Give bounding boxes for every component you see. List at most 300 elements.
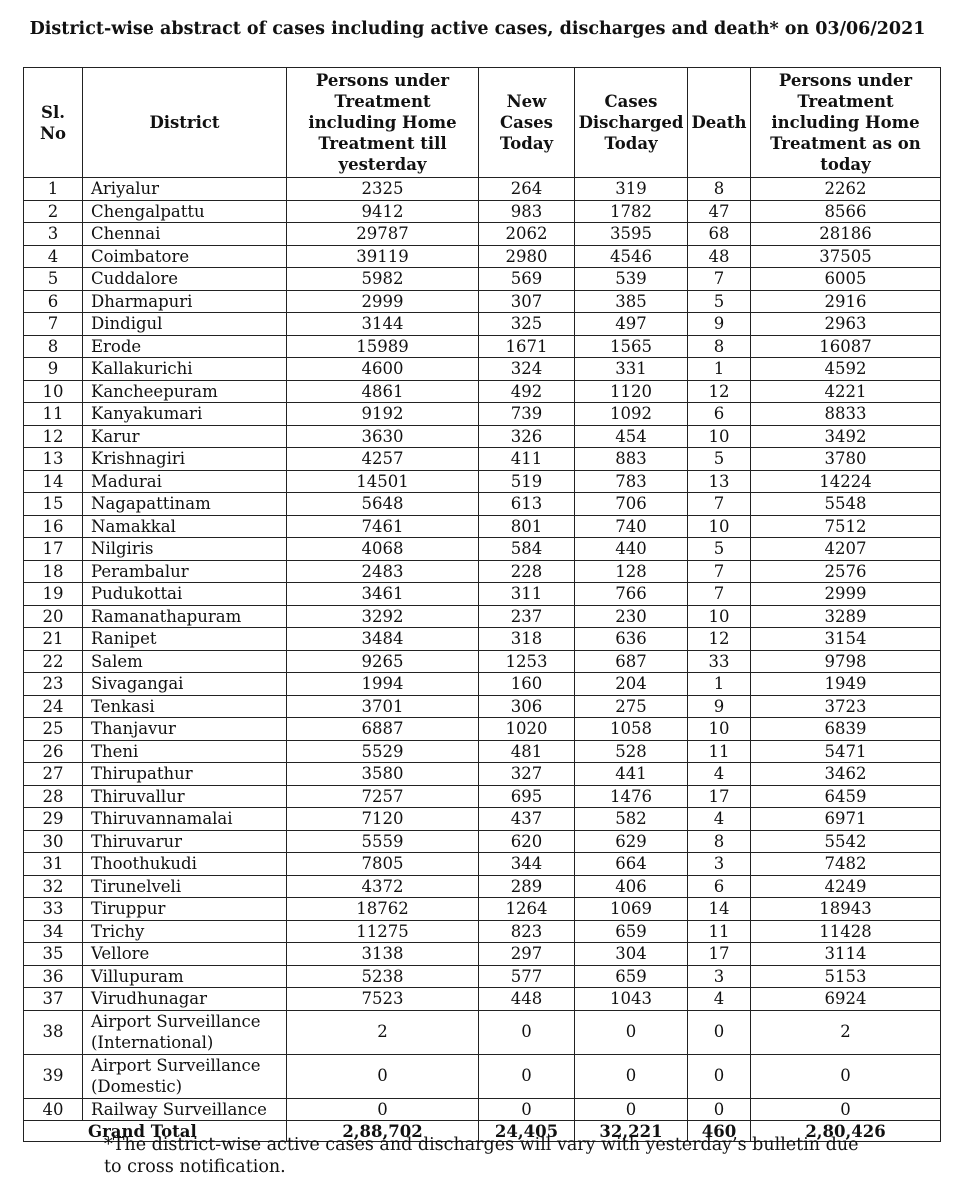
cell-sl-no: 20 [24,605,83,628]
cell-new-cases: 492 [479,380,575,403]
cell-discharged: 528 [575,740,688,763]
cell-sl-no: 31 [24,853,83,876]
cell-under-treatment-today: 3492 [751,425,941,448]
cell-under-treatment-yesterday: 2325 [287,178,479,201]
cell-under-treatment-yesterday: 14501 [287,470,479,493]
cell-under-treatment-yesterday: 5559 [287,830,479,853]
cell-new-cases: 0 [479,1098,575,1121]
cell-discharged: 0 [575,1054,688,1098]
cell-district: Airport Surveillance (International) [83,1010,287,1054]
cell-death: 1 [688,358,751,381]
cell-new-cases: 264 [479,178,575,201]
cell-under-treatment-today: 1949 [751,673,941,696]
table-row [24,695,941,718]
cell-under-treatment-yesterday: 7523 [287,988,479,1011]
cell-under-treatment-yesterday: 3138 [287,943,479,966]
cell-under-treatment-today: 9798 [751,650,941,673]
cell-new-cases: 569 [479,268,575,291]
cell-death: 6 [688,875,751,898]
cell-district: Thiruvannamalai [83,808,287,831]
table-row [24,178,941,201]
cell-district: Theni [83,740,287,763]
table-row [24,943,941,966]
cell-district: Kallakurichi [83,358,287,381]
table-row [24,898,941,921]
table-row [24,335,941,358]
cell-sl-no: 21 [24,628,83,651]
table-row [24,313,941,336]
cell-district: Vellore [83,943,287,966]
cell-sl-no: 13 [24,448,83,471]
table-row [24,650,941,673]
cell-under-treatment-yesterday: 3630 [287,425,479,448]
cell-sl-no: 37 [24,988,83,1011]
cell-under-treatment-yesterday: 1994 [287,673,479,696]
cell-under-treatment-yesterday: 39119 [287,245,479,268]
cell-district: Coimbatore [83,245,287,268]
cell-discharged: 687 [575,650,688,673]
cell-under-treatment-today: 7482 [751,853,941,876]
cell-sl-no: 8 [24,335,83,358]
table-row [24,988,941,1011]
cell-discharged: 1120 [575,380,688,403]
cell-under-treatment-yesterday: 3461 [287,583,479,606]
cell-district: Karur [83,425,287,448]
cell-death: 4 [688,808,751,831]
cell-under-treatment-today: 6839 [751,718,941,741]
cell-death: 8 [688,335,751,358]
table-row [24,875,941,898]
cell-under-treatment-yesterday: 6887 [287,718,479,741]
cell-new-cases: 324 [479,358,575,381]
cell-new-cases: 577 [479,965,575,988]
cell-new-cases: 327 [479,763,575,786]
cell-new-cases: 297 [479,943,575,966]
cell-under-treatment-today: 2963 [751,313,941,336]
cell-under-treatment-today: 2262 [751,178,941,201]
cell-sl-no: 28 [24,785,83,808]
cell-discharged: 128 [575,560,688,583]
cell-district: Krishnagiri [83,448,287,471]
footnote: *The district-wise active cases and discharges will vary with yesterday’s bulletin due to cross notification. [104,1135,859,1177]
cell-sl-no: 25 [24,718,83,741]
cell-new-cases: 481 [479,740,575,763]
cell-death: 5 [688,290,751,313]
cell-under-treatment-yesterday: 4372 [287,875,479,898]
district-abstract-table [23,67,941,1142]
header-death: Death [688,68,751,178]
cell-death: 10 [688,605,751,628]
cell-district: Kancheepuram [83,380,287,403]
table-row [24,583,941,606]
cell-district: Pudukottai [83,583,287,606]
cell-discharged: 1092 [575,403,688,426]
cell-discharged: 783 [575,470,688,493]
table-row [24,673,941,696]
cell-discharged: 0 [575,1098,688,1121]
cell-new-cases: 613 [479,493,575,516]
total-today: 2,80,426 [751,1121,941,1142]
cell-discharged: 1476 [575,785,688,808]
cell-new-cases: 584 [479,538,575,561]
cell-under-treatment-today: 4249 [751,875,941,898]
cell-under-treatment-yesterday: 0 [287,1054,479,1098]
table-row [24,965,941,988]
table-row [24,1054,941,1098]
table-row [24,425,941,448]
cell-under-treatment-yesterday: 7461 [287,515,479,538]
table-row [24,1098,941,1121]
cell-death: 7 [688,493,751,516]
cell-new-cases: 228 [479,560,575,583]
cell-under-treatment-today: 28186 [751,223,941,246]
cell-new-cases: 0 [479,1010,575,1054]
table-row [24,245,941,268]
cell-sl-no: 35 [24,943,83,966]
cell-sl-no: 14 [24,470,83,493]
cell-new-cases: 519 [479,470,575,493]
cell-death: 0 [688,1054,751,1098]
cell-death: 13 [688,470,751,493]
cell-death: 10 [688,425,751,448]
cell-death: 4 [688,763,751,786]
cell-district: Nagapattinam [83,493,287,516]
cell-death: 7 [688,583,751,606]
cell-under-treatment-yesterday: 3580 [287,763,479,786]
cell-sl-no: 27 [24,763,83,786]
cell-discharged: 454 [575,425,688,448]
cell-new-cases: 0 [479,1054,575,1098]
cell-discharged: 740 [575,515,688,538]
cell-under-treatment-yesterday: 7257 [287,785,479,808]
cell-district: Airport Surveillance (Domestic) [83,1054,287,1098]
total-new-cases: 24,405 [479,1121,575,1142]
cell-district: Virudhunagar [83,988,287,1011]
cell-under-treatment-today: 0 [751,1054,941,1098]
cell-discharged: 766 [575,583,688,606]
cell-sl-no: 19 [24,583,83,606]
cell-discharged: 1043 [575,988,688,1011]
cell-under-treatment-yesterday: 2483 [287,560,479,583]
cell-new-cases: 1253 [479,650,575,673]
cell-new-cases: 344 [479,853,575,876]
cell-under-treatment-yesterday: 0 [287,1098,479,1121]
cell-death: 48 [688,245,751,268]
report-title: District-wise abstract of cases including active cases, discharges and death* on 03/06/2021 [29,19,926,39]
cell-death: 4 [688,988,751,1011]
cell-death: 14 [688,898,751,921]
cell-district: Tiruppur [83,898,287,921]
cell-under-treatment-yesterday: 9265 [287,650,479,673]
cell-new-cases: 237 [479,605,575,628]
cell-death: 17 [688,785,751,808]
cell-death: 3 [688,853,751,876]
cell-under-treatment-yesterday: 3144 [287,313,479,336]
cell-under-treatment-today: 3154 [751,628,941,651]
cell-under-treatment-yesterday: 5238 [287,965,479,988]
cell-under-treatment-yesterday: 29787 [287,223,479,246]
cell-new-cases: 306 [479,695,575,718]
cell-under-treatment-today: 8833 [751,403,941,426]
cell-discharged: 1058 [575,718,688,741]
cell-under-treatment-today: 2576 [751,560,941,583]
table-row [24,560,941,583]
cell-death: 33 [688,650,751,673]
table-row [24,785,941,808]
cell-new-cases: 1264 [479,898,575,921]
cell-new-cases: 2062 [479,223,575,246]
cell-under-treatment-today: 5153 [751,965,941,988]
cell-discharged: 0 [575,1010,688,1054]
table-row [24,763,941,786]
cell-under-treatment-today: 4592 [751,358,941,381]
header-discharged: Cases Discharged Today [575,68,688,178]
cell-death: 8 [688,178,751,201]
cell-under-treatment-today: 2916 [751,290,941,313]
cell-discharged: 440 [575,538,688,561]
cell-discharged: 441 [575,763,688,786]
cell-death: 8 [688,830,751,853]
table-row [24,628,941,651]
cell-death: 0 [688,1098,751,1121]
cell-death: 47 [688,200,751,223]
cell-new-cases: 325 [479,313,575,336]
header-under-treatment-yesterday: Persons under Treatment including Home Treatment till yesterday [287,68,479,178]
cell-discharged: 706 [575,493,688,516]
cell-new-cases: 326 [479,425,575,448]
cell-under-treatment-yesterday: 9192 [287,403,479,426]
cell-new-cases: 448 [479,988,575,1011]
cell-under-treatment-today: 0 [751,1098,941,1121]
cell-under-treatment-yesterday: 5982 [287,268,479,291]
cell-district: Ariyalur [83,178,287,201]
cell-discharged: 1069 [575,898,688,921]
cell-death: 10 [688,515,751,538]
table-row [24,515,941,538]
table-row [24,290,941,313]
cell-death: 68 [688,223,751,246]
cell-death: 5 [688,448,751,471]
cell-district: Kanyakumari [83,403,287,426]
cell-new-cases: 318 [479,628,575,651]
cell-district: Thoothukudi [83,853,287,876]
table-header-row [24,68,941,178]
cell-under-treatment-yesterday: 9412 [287,200,479,223]
cell-death: 17 [688,943,751,966]
cell-under-treatment-yesterday: 15989 [287,335,479,358]
table-row [24,358,941,381]
cell-under-treatment-today: 37505 [751,245,941,268]
cell-district: Cuddalore [83,268,287,291]
cell-under-treatment-today: 2 [751,1010,941,1054]
cell-under-treatment-yesterday: 3292 [287,605,479,628]
header-new-cases: New Cases Today [479,68,575,178]
cell-discharged: 204 [575,673,688,696]
table-row [24,200,941,223]
cell-discharged: 659 [575,920,688,943]
cell-sl-no: 16 [24,515,83,538]
cell-under-treatment-today: 3723 [751,695,941,718]
cell-district: Villupuram [83,965,287,988]
cell-sl-no: 40 [24,1098,83,1121]
cell-under-treatment-yesterday: 4257 [287,448,479,471]
cell-under-treatment-yesterday: 7805 [287,853,479,876]
cell-new-cases: 1020 [479,718,575,741]
cell-discharged: 539 [575,268,688,291]
cell-district: Tirunelveli [83,875,287,898]
cell-new-cases: 1671 [479,335,575,358]
cell-district: Madurai [83,470,287,493]
cell-under-treatment-yesterday: 4861 [287,380,479,403]
cell-new-cases: 307 [479,290,575,313]
total-discharged: 32,221 [575,1121,688,1142]
header-district: District [83,68,287,178]
cell-new-cases: 160 [479,673,575,696]
cell-under-treatment-today: 5548 [751,493,941,516]
table-row [24,605,941,628]
table-row [24,808,941,831]
cell-under-treatment-today: 8566 [751,200,941,223]
cell-under-treatment-yesterday: 4600 [287,358,479,381]
cell-district: Ramanathapuram [83,605,287,628]
cell-under-treatment-today: 6971 [751,808,941,831]
cell-district: Thanjavur [83,718,287,741]
cell-discharged: 659 [575,965,688,988]
table-row [24,493,941,516]
cell-district: Dharmapuri [83,290,287,313]
cell-under-treatment-yesterday: 18762 [287,898,479,921]
cell-sl-no: 10 [24,380,83,403]
cell-district: Thiruvallur [83,785,287,808]
grand-total-label: Grand Total [24,1121,287,1142]
cell-under-treatment-today: 16087 [751,335,941,358]
cell-under-treatment-today: 4207 [751,538,941,561]
table-row [24,448,941,471]
header-sl-no: Sl. No [24,68,83,178]
cell-sl-no: 2 [24,200,83,223]
cell-district: Thirupathur [83,763,287,786]
cell-sl-no: 15 [24,493,83,516]
cell-sl-no: 39 [24,1054,83,1098]
cell-under-treatment-yesterday: 4068 [287,538,479,561]
cell-new-cases: 983 [479,200,575,223]
cell-new-cases: 437 [479,808,575,831]
cell-district: Tenkasi [83,695,287,718]
cell-sl-no: 23 [24,673,83,696]
cell-sl-no: 4 [24,245,83,268]
cell-death: 5 [688,538,751,561]
cell-under-treatment-today: 2999 [751,583,941,606]
table-row [24,380,941,403]
cell-under-treatment-today: 5542 [751,830,941,853]
cell-district: Thiruvarur [83,830,287,853]
cell-discharged: 385 [575,290,688,313]
cell-under-treatment-yesterday: 2999 [287,290,479,313]
cell-district: Chengalpattu [83,200,287,223]
cell-discharged: 304 [575,943,688,966]
table-row [24,403,941,426]
cell-discharged: 406 [575,875,688,898]
cell-death: 9 [688,695,751,718]
table-row [24,470,941,493]
cell-sl-no: 34 [24,920,83,943]
cell-sl-no: 36 [24,965,83,988]
table-row [24,538,941,561]
cell-death: 1 [688,673,751,696]
cell-new-cases: 289 [479,875,575,898]
cell-sl-no: 32 [24,875,83,898]
cell-discharged: 1565 [575,335,688,358]
cell-under-treatment-today: 3289 [751,605,941,628]
cell-district: Nilgiris [83,538,287,561]
cell-sl-no: 22 [24,650,83,673]
cell-new-cases: 2980 [479,245,575,268]
cell-under-treatment-today: 7512 [751,515,941,538]
table-row [24,853,941,876]
cell-death: 9 [688,313,751,336]
cell-under-treatment-yesterday: 11275 [287,920,479,943]
header-under-treatment-today: Persons under Treatment including Home Treatment as on today [751,68,941,178]
cell-sl-no: 17 [24,538,83,561]
cell-under-treatment-yesterday: 3701 [287,695,479,718]
cell-under-treatment-today: 6459 [751,785,941,808]
cell-new-cases: 801 [479,515,575,538]
cell-district: Perambalur [83,560,287,583]
cell-discharged: 319 [575,178,688,201]
cell-sl-no: 5 [24,268,83,291]
table-row [24,920,941,943]
cell-district: Trichy [83,920,287,943]
cell-under-treatment-yesterday: 2 [287,1010,479,1054]
cell-under-treatment-today: 3780 [751,448,941,471]
cell-under-treatment-today: 5471 [751,740,941,763]
cell-discharged: 664 [575,853,688,876]
cell-discharged: 4546 [575,245,688,268]
cell-death: 10 [688,718,751,741]
cell-sl-no: 24 [24,695,83,718]
cell-under-treatment-today: 11428 [751,920,941,943]
cell-discharged: 275 [575,695,688,718]
cell-under-treatment-today: 6005 [751,268,941,291]
cell-discharged: 331 [575,358,688,381]
cell-discharged: 1782 [575,200,688,223]
cell-under-treatment-today: 6924 [751,988,941,1011]
cell-district: Namakkal [83,515,287,538]
cell-sl-no: 30 [24,830,83,853]
cell-sl-no: 7 [24,313,83,336]
cell-death: 7 [688,268,751,291]
cell-under-treatment-today: 3114 [751,943,941,966]
cell-sl-no: 9 [24,358,83,381]
table-row [24,223,941,246]
cell-sl-no: 18 [24,560,83,583]
cell-discharged: 230 [575,605,688,628]
cell-new-cases: 411 [479,448,575,471]
cell-under-treatment-today: 14224 [751,470,941,493]
cell-death: 3 [688,965,751,988]
cell-under-treatment-today: 4221 [751,380,941,403]
cell-sl-no: 38 [24,1010,83,1054]
cell-sl-no: 1 [24,178,83,201]
cell-death: 12 [688,628,751,651]
cell-under-treatment-yesterday: 5529 [287,740,479,763]
cell-under-treatment-yesterday: 5648 [287,493,479,516]
cell-sl-no: 12 [24,425,83,448]
cell-district: Salem [83,650,287,673]
cell-under-treatment-yesterday: 3484 [287,628,479,651]
cell-district: Chennai [83,223,287,246]
table-row [24,740,941,763]
